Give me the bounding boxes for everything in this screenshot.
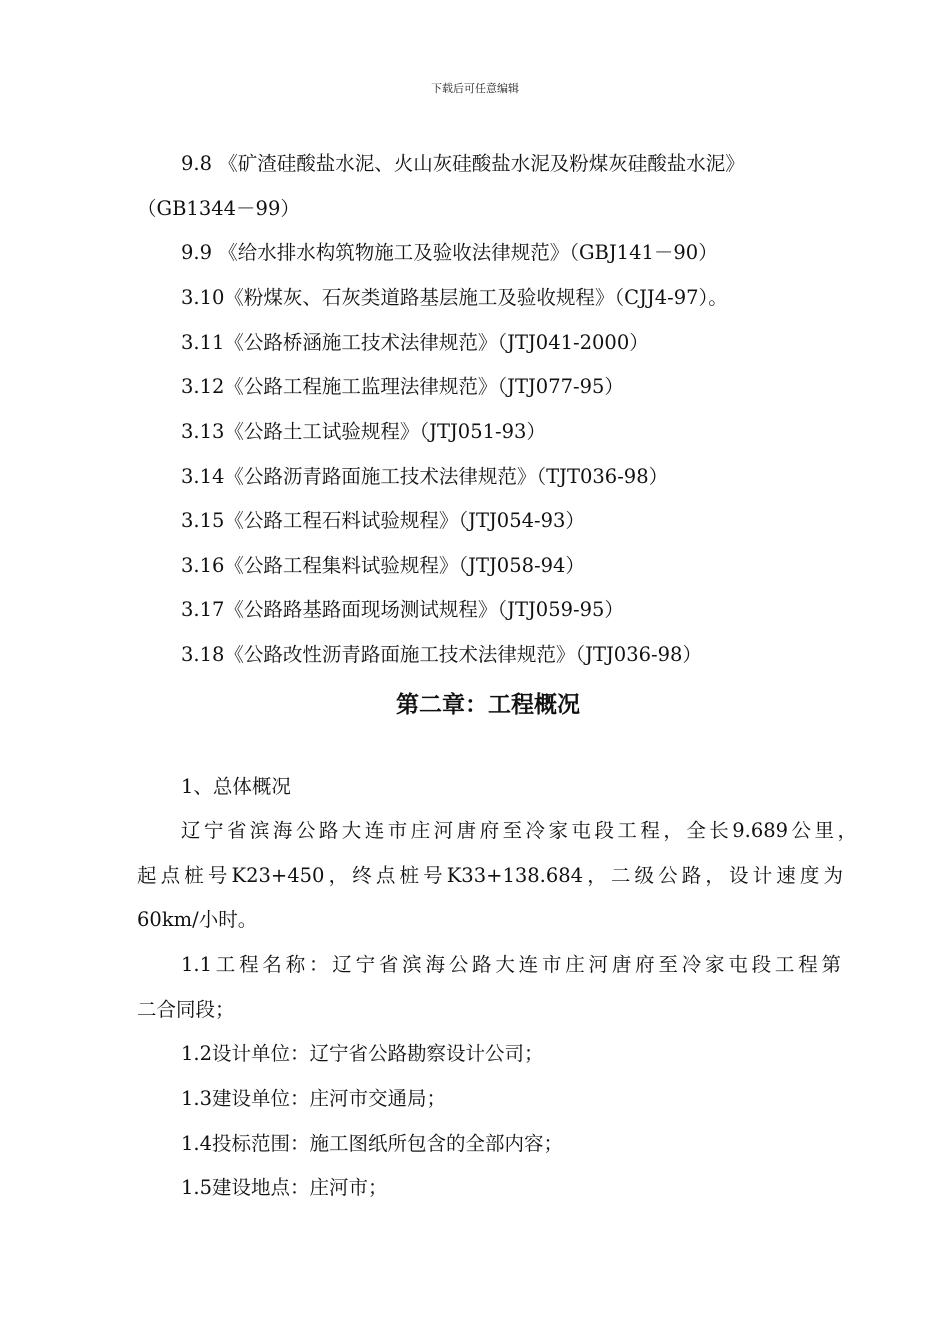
project-name-line-1: 1.1工程名称：辽宁省滨海公路大连市庄河唐府至冷家屯段工程第 [181, 953, 841, 976]
construction-location: 1.5建设地点：庄河市； [181, 1176, 388, 1199]
reference-9-9: 9.9 《给水排水构筑物施工及验收法律规范》（GBJ141－90） [181, 241, 718, 264]
overview-paragraph-line-3: 60km/小时。 [137, 908, 258, 931]
bidding-scope: 1.4投标范围：施工图纸所包含的全部内容； [181, 1132, 564, 1155]
reference-3-10: 3.10《粉煤灰、石灰类道路基层施工及验收规程》（CJJ4-97）。 [181, 286, 728, 309]
project-name-line-2: 二合同段； [137, 998, 235, 1021]
design-unit: 1.2设计单位：辽宁省公路勘察设计公司； [181, 1042, 544, 1065]
reference-3-15: 3.15《公路工程石料试验规程》（JTJ054-93） [181, 509, 585, 532]
reference-3-14: 3.14《公路沥青路面施工技术法律规范》（TJT036-98） [181, 465, 669, 488]
overview-paragraph-line-2: 起点桩号K23+450，终点桩号K33+138.684，二级公路，设计速度为 [137, 864, 843, 887]
chapter-title: 第二章：工程概况 [396, 692, 580, 718]
construction-unit: 1.3建设单位：庄河市交通局； [181, 1087, 447, 1110]
reference-3-16: 3.16《公路工程集料试验规程》（JTJ058-94） [181, 554, 585, 577]
reference-3-12: 3.12《公路工程施工监理法律规范》（JTJ077-95） [181, 375, 624, 398]
page-header-note: 下载后可任意编辑 [431, 82, 519, 95]
reference-9-8: 9.8 《矿渣硅酸盐水泥、火山灰硅酸盐水泥及粉煤灰硅酸盐水泥》 [181, 152, 745, 175]
overview-paragraph-line-1: 辽宁省滨海公路大连市庄河唐府至冷家屯段工程，全长9.689公里， [181, 819, 857, 842]
overview-heading: 1、总体概况 [181, 775, 291, 798]
reference-3-13: 3.13《公路土工试验规程》（JTJ051-93） [181, 420, 546, 443]
reference-3-17: 3.17《公路路基路面现场测试规程》（JTJ059-95） [181, 598, 624, 621]
reference-9-8-code: （GB1344－99） [137, 197, 300, 220]
reference-3-18: 3.18《公路改性沥青路面施工技术法律规范》（JTJ036-98） [181, 643, 702, 666]
reference-3-11: 3.11《公路桥涵施工技术法律规范》（JTJ041-2000） [181, 331, 649, 354]
